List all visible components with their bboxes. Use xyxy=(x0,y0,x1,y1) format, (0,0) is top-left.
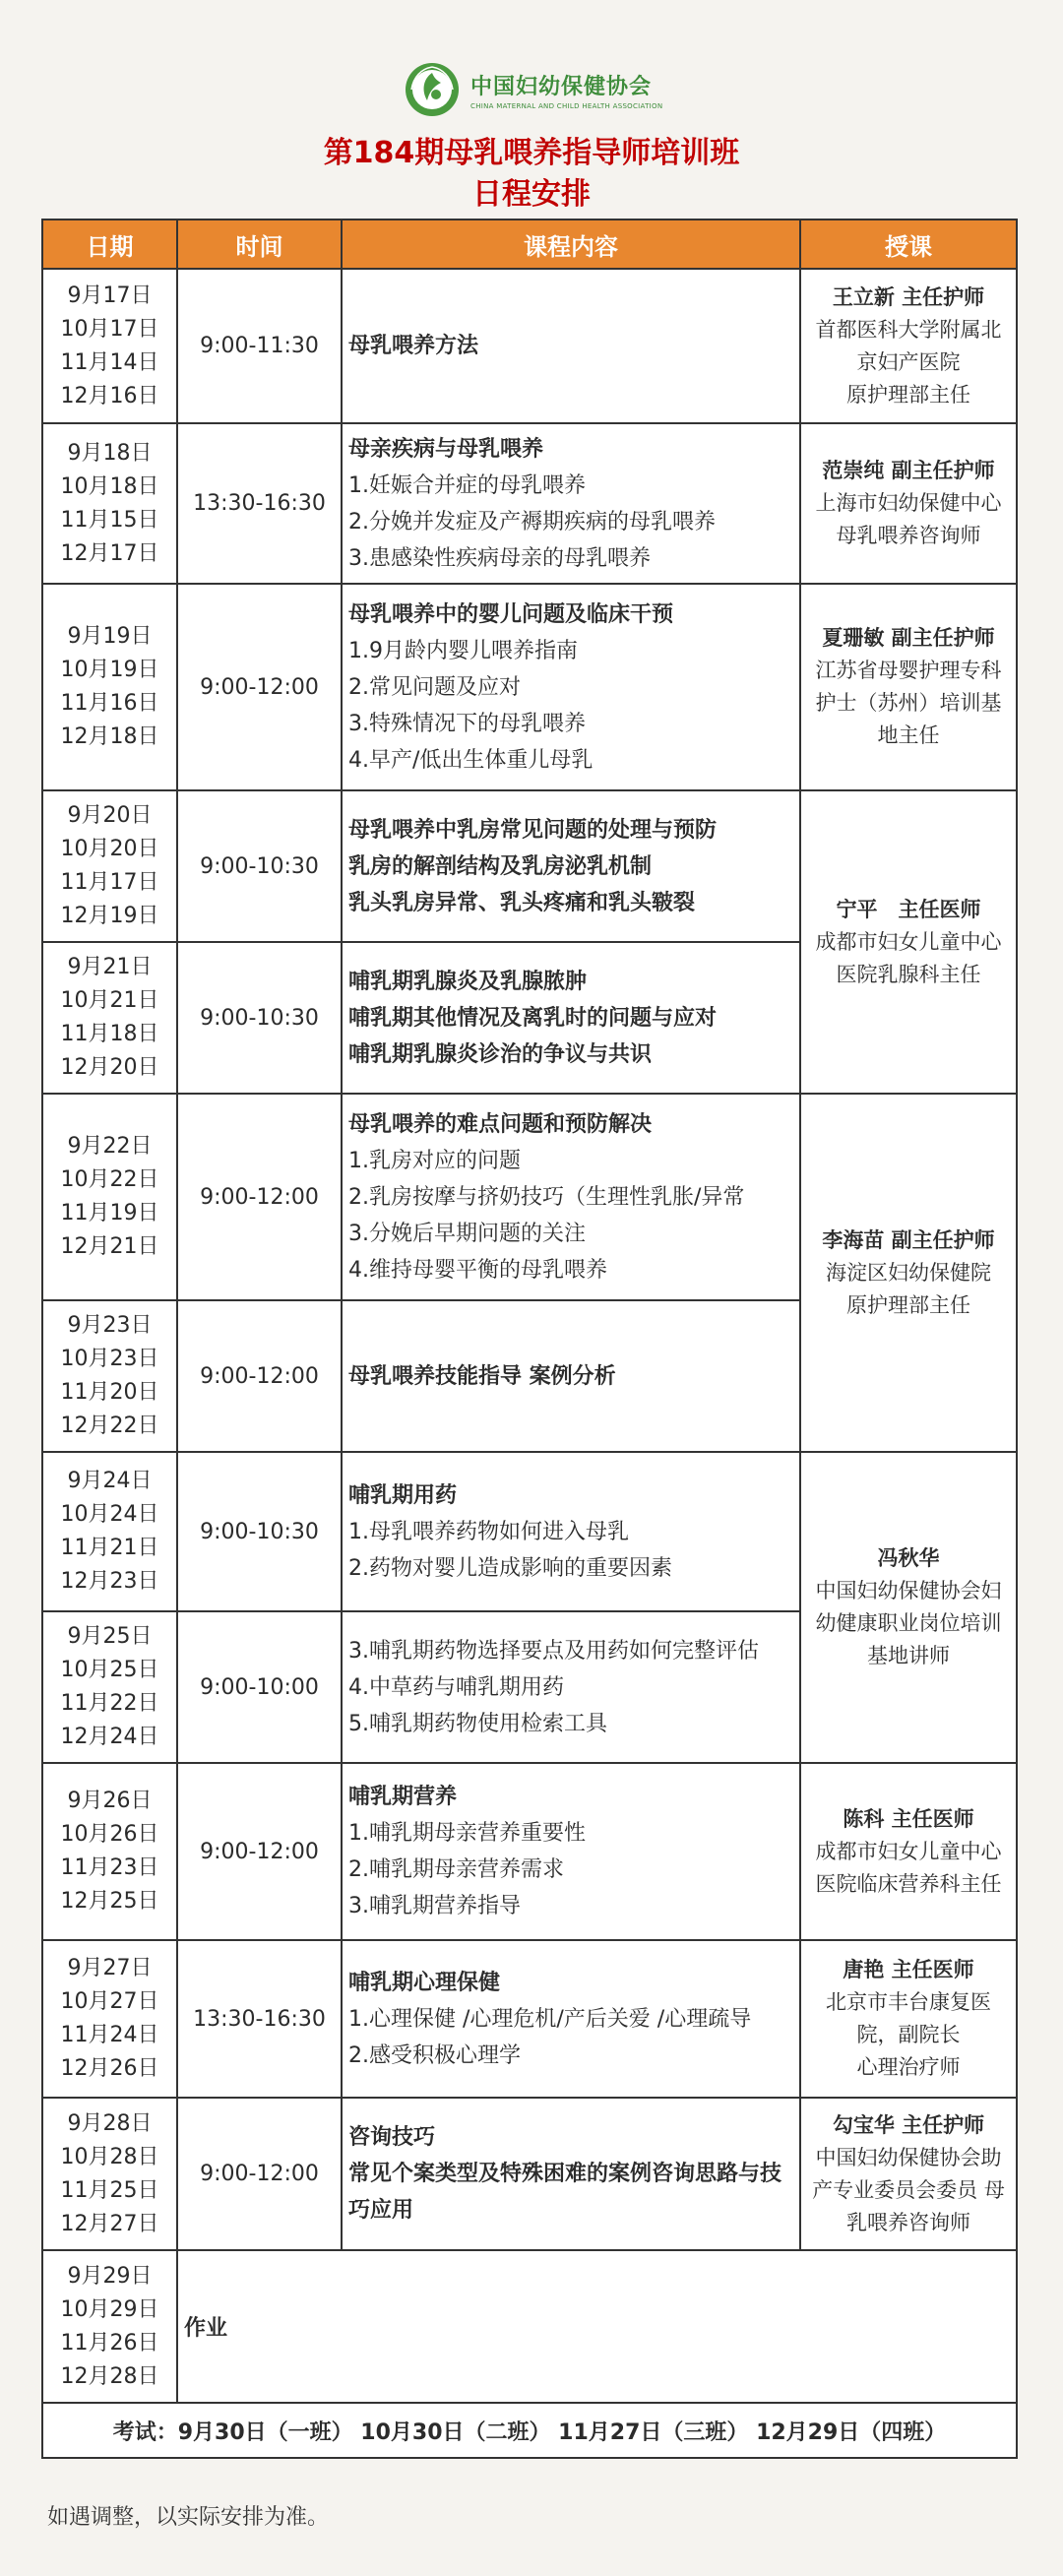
date-text: 9月20日 xyxy=(67,803,153,828)
date-text: 10月26日 xyxy=(60,1822,159,1847)
date-text: 10月19日 xyxy=(60,658,159,682)
homework-label: 作业 xyxy=(177,2250,1017,2403)
date-cell xyxy=(42,1452,177,1611)
content-cell xyxy=(342,1611,800,1763)
date-cell xyxy=(42,942,177,1094)
date-text: 10月17日 xyxy=(60,316,159,342)
teacher-affiliation: 北京市丰台康复医 xyxy=(826,1990,991,2014)
logo xyxy=(404,61,662,118)
teacher-affiliation: 地主任 xyxy=(877,723,940,747)
schedule-table xyxy=(41,219,1018,2459)
course-item: 1.9月龄内婴儿喂养指南 xyxy=(348,638,578,663)
date-text: 12月24日 xyxy=(60,1725,159,1749)
teacher-affiliation: 江苏省母婴护理专科 xyxy=(815,659,1002,682)
table-row xyxy=(42,2098,1017,2250)
date-text: 9月25日 xyxy=(67,1624,153,1649)
date-text: 9月17日 xyxy=(67,283,153,308)
teacher-affiliation: 医院临床营养科主任 xyxy=(815,1871,1002,1896)
teacher-cell xyxy=(800,1452,1017,1763)
time-cell: 9:00-10:30 xyxy=(177,942,342,1094)
teacher-affiliation: 乳喂养咨询师 xyxy=(846,2210,970,2234)
course-topic: 哺乳期心理保健 xyxy=(348,1970,501,1995)
content-cell xyxy=(342,584,800,790)
teacher-cell xyxy=(800,1940,1017,2098)
teacher-name: 冯秋华 xyxy=(877,1546,940,1570)
date-text: 9月26日 xyxy=(67,1789,153,1813)
table-row xyxy=(42,1094,1017,1300)
course-item: 3.患感染性疾病母亲的母乳喂养 xyxy=(348,545,651,571)
date-text: 12月20日 xyxy=(60,1055,159,1080)
header xyxy=(0,0,1063,212)
date-cell xyxy=(42,423,177,584)
header-content: 课程内容 xyxy=(342,220,800,269)
date-text: 9月21日 xyxy=(67,955,153,979)
header-date: 日期 xyxy=(42,220,177,269)
date-text: 11月25日 xyxy=(60,2177,159,2203)
time-cell: 13:30-16:30 xyxy=(177,1940,342,2098)
course-item: 2.乳房按摩与挤奶技巧（生理性乳胀/异常 xyxy=(348,1184,745,1210)
course-topic: 母乳喂养中乳房常见问题的处理与预防 xyxy=(348,817,718,843)
date-text: 10月21日 xyxy=(60,988,159,1013)
course-item: 2.感受积极心理学 xyxy=(348,2042,521,2068)
teacher-affiliation: 基地讲师 xyxy=(867,1644,950,1667)
course-topic: 母乳喂养技能指导 案例分析 xyxy=(348,1363,616,1389)
teacher-affiliation: 产专业委员会委员 母 xyxy=(812,2177,1005,2202)
date-text: 12月18日 xyxy=(60,724,159,749)
date-text: 11月22日 xyxy=(60,1691,159,1716)
date-text: 12月23日 xyxy=(60,1569,159,1594)
date-cell xyxy=(42,584,177,790)
table-row xyxy=(42,269,1017,423)
teacher-cell xyxy=(800,1094,1017,1452)
date-cell xyxy=(42,1094,177,1300)
teacher-name: 勾宝华 主任护师 xyxy=(832,2112,985,2137)
content-cell xyxy=(342,2098,800,2250)
teacher-cell xyxy=(800,269,1017,423)
course-item: 2.药物对婴儿造成影响的重要因素 xyxy=(348,1555,672,1581)
teacher-cell xyxy=(800,790,1017,1094)
time-cell: 9:00-10:30 xyxy=(177,790,342,942)
course-topic: 母乳喂养的难点问题和预防解决 xyxy=(348,1111,653,1137)
date-text: 11月24日 xyxy=(60,2023,159,2047)
time-cell: 9:00-12:00 xyxy=(177,584,342,790)
date-cell xyxy=(42,790,177,942)
course-topic: 母乳喂养方法 xyxy=(348,334,479,358)
date-cell xyxy=(42,2098,177,2250)
association-logo-icon xyxy=(404,61,461,118)
date-text: 12月16日 xyxy=(60,383,159,408)
date-text: 11月26日 xyxy=(60,2330,159,2356)
teacher-name: 宁平 主任医师 xyxy=(836,897,981,921)
teacher-name: 范崇纯 副主任护师 xyxy=(822,459,995,482)
teacher-affiliation: 原护理部主任 xyxy=(846,1292,970,1317)
table-row xyxy=(42,1763,1017,1940)
date-text: 12月26日 xyxy=(60,2056,159,2081)
date-text: 10月23日 xyxy=(60,1347,159,1371)
table-row xyxy=(42,790,1017,942)
time-cell: 9:00-12:00 xyxy=(177,2098,342,2250)
content-cell xyxy=(342,942,800,1094)
time-cell: 13:30-16:30 xyxy=(177,423,342,584)
date-text: 9月18日 xyxy=(67,440,153,466)
course-item: 2.哺乳期母亲营养需求 xyxy=(348,1857,564,1882)
course-topic: 乳头乳房异常、乳头疼痛和乳头皲裂 xyxy=(348,890,696,915)
date-text: 10月22日 xyxy=(60,1167,159,1192)
date-text: 10月18日 xyxy=(60,473,159,499)
teacher-affiliation: 京妇产医院 xyxy=(856,349,961,374)
table-row xyxy=(42,584,1017,790)
teacher-affiliation: 成都市妇女儿童中心 xyxy=(815,1839,1002,1863)
date-text: 12月28日 xyxy=(60,2363,159,2389)
course-item: 3.哺乳期营养指导 xyxy=(348,1894,521,1918)
org-name-en: CHINA MATERNAL AND CHILD HEALTH ASSOCIATION xyxy=(470,101,663,110)
date-text: 11月19日 xyxy=(60,1201,159,1225)
teacher-name: 李海苗 副主任护师 xyxy=(822,1227,995,1252)
date-cell xyxy=(42,2250,177,2403)
content-cell xyxy=(342,1452,800,1611)
course-item: 2.常见问题及应对 xyxy=(348,674,521,700)
content-cell xyxy=(342,1300,800,1452)
teacher-name: 唐艳 主任医师 xyxy=(843,1958,974,1981)
date-text: 12月22日 xyxy=(60,1414,159,1438)
date-text: 12月21日 xyxy=(60,1234,159,1259)
date-cell xyxy=(42,269,177,423)
course-item: 2.分娩并发症及产褥期疾病的母乳喂养 xyxy=(348,509,716,534)
course-item: 3.分娩后早期问题的关注 xyxy=(348,1221,586,1246)
date-text: 10月28日 xyxy=(60,2144,159,2169)
teacher-affiliation: 中国妇幼保健协会妇 xyxy=(815,1579,1002,1602)
date-text: 10月20日 xyxy=(60,837,159,861)
date-text: 10月27日 xyxy=(60,1989,159,2014)
teacher-affiliation: 幼健康职业岗位培训 xyxy=(815,1611,1002,1635)
teacher-affiliation: 上海市妇幼保健中心 xyxy=(815,491,1002,515)
homework-row xyxy=(42,2250,1017,2403)
teacher-cell xyxy=(800,584,1017,790)
course-topic: 哺乳期其他情况及离乳时的问题与应对 xyxy=(348,1005,718,1031)
teacher-affiliation: 护士（苏州）培训基 xyxy=(815,691,1002,715)
content-cell xyxy=(342,1940,800,2098)
content-cell xyxy=(342,790,800,942)
time-cell: 9:00-12:00 xyxy=(177,1300,342,1452)
course-item: 5.哺乳期药物使用检索工具 xyxy=(348,1711,607,1736)
date-cell xyxy=(42,1940,177,2098)
course-topic: 咨询技巧 xyxy=(348,2125,436,2150)
date-text: 10月29日 xyxy=(60,2296,159,2322)
date-text: 9月24日 xyxy=(67,1469,153,1493)
date-text: 9月27日 xyxy=(67,1956,153,1980)
date-text: 12月17日 xyxy=(60,540,159,566)
teacher-cell xyxy=(800,2098,1017,2250)
exam-row xyxy=(42,2403,1017,2458)
course-item: 3.特殊情况下的母乳喂养 xyxy=(348,711,586,736)
date-text: 11月18日 xyxy=(60,1022,159,1046)
course-item: 4.早产/低出生体重儿母乳 xyxy=(348,747,594,773)
course-item: 4.维持母婴平衡的母乳喂养 xyxy=(348,1257,607,1283)
date-text: 12月25日 xyxy=(60,1889,159,1914)
date-cell xyxy=(42,1611,177,1763)
time-cell: 9:00-11:30 xyxy=(177,269,342,423)
date-text: 9月23日 xyxy=(67,1313,153,1338)
course-topic: 哺乳期用药 xyxy=(348,1482,458,1508)
teacher-affiliation: 中国妇幼保健协会助 xyxy=(815,2145,1002,2169)
date-text: 11月14日 xyxy=(60,349,159,375)
content-cell xyxy=(342,1763,800,1940)
org-name-cn: 中国妇幼保健协会 xyxy=(470,74,653,99)
time-cell: 9:00-12:00 xyxy=(177,1763,342,1940)
content-cell xyxy=(342,423,800,584)
teacher-affiliation: 成都市妇女儿童中心 xyxy=(815,929,1002,954)
course-topic: 乳房的解剖结构及乳房泌乳机制 xyxy=(348,853,653,879)
teacher-name: 王立新 主任护师 xyxy=(832,284,985,309)
table-header-row xyxy=(42,220,1017,269)
date-text: 11月21日 xyxy=(60,1536,159,1560)
time-cell: 9:00-10:00 xyxy=(177,1611,342,1763)
date-text: 9月28日 xyxy=(67,2110,153,2136)
header-teacher: 授课 xyxy=(800,220,1017,269)
teacher-affiliation: 医院乳腺科主任 xyxy=(836,962,981,986)
adjustment-note: 如遇调整，以实际安排为准。 xyxy=(47,2505,330,2530)
date-text: 11月15日 xyxy=(60,507,159,533)
date-text: 11月20日 xyxy=(60,1380,159,1405)
date-cell xyxy=(42,1300,177,1452)
course-topic: 哺乳期乳腺炎及乳腺脓肿 xyxy=(348,969,588,994)
content-cell xyxy=(342,269,800,423)
time-cell: 9:00-12:00 xyxy=(177,1094,342,1300)
table-row xyxy=(42,423,1017,584)
date-text: 11月16日 xyxy=(60,691,159,716)
table-row xyxy=(42,1452,1017,1611)
course-topic: 母乳喂养中的婴儿问题及临床干预 xyxy=(348,601,674,627)
exam-schedule: 考试：9月30日（一班） 10月30日（二班） 11月27日（三班） 12月29日（四班） xyxy=(42,2403,1017,2458)
page-title: 第184期母乳喂养指导师培训班 xyxy=(323,136,740,170)
teacher-cell xyxy=(800,1763,1017,1940)
date-text: 11月17日 xyxy=(60,870,159,895)
course-item: 1.心理保健 /心理危机/产后关爱 /心理疏导 xyxy=(348,2006,752,2032)
teacher-name: 陈科 主任医师 xyxy=(843,1806,974,1831)
teacher-cell xyxy=(800,423,1017,584)
header-time: 时间 xyxy=(177,220,342,269)
course-topic: 常见个案类型及特殊困难的案例咨询思路与技巧应用 xyxy=(348,2162,782,2223)
teacher-affiliation: 原护理部主任 xyxy=(846,382,970,407)
teacher-affiliation: 母乳喂养咨询师 xyxy=(836,524,981,547)
teacher-name: 夏珊敏 副主任护师 xyxy=(822,626,995,650)
page-subtitle: 日程安排 xyxy=(472,177,591,212)
date-text: 9月29日 xyxy=(67,2263,153,2289)
content-cell xyxy=(342,1094,800,1300)
table-row xyxy=(42,1940,1017,2098)
course-topic: 哺乳期乳腺炎诊治的争议与共识 xyxy=(348,1041,653,1067)
course-item: 3.哺乳期药物选择要点及用药如何完整评估 xyxy=(348,1638,759,1664)
teacher-affiliation: 海淀区妇幼保健院 xyxy=(826,1260,991,1285)
date-text: 12月19日 xyxy=(60,904,159,928)
course-item: 1.哺乳期母亲营养重要性 xyxy=(348,1821,586,1846)
course-item: 1.乳房对应的问题 xyxy=(348,1148,521,1173)
course-item: 1.妊娠合并症的母乳喂养 xyxy=(348,472,586,498)
date-text: 11月23日 xyxy=(60,1855,159,1880)
course-item: 4.中草药与哺乳期用药 xyxy=(348,1674,564,1700)
teacher-affiliation: 院，副院长 xyxy=(856,2023,961,2046)
teacher-affiliation: 心理治疗师 xyxy=(856,2055,961,2079)
date-cell xyxy=(42,1763,177,1940)
date-text: 9月22日 xyxy=(67,1134,153,1159)
date-text: 9月19日 xyxy=(67,624,153,649)
date-text: 12月27日 xyxy=(60,2211,159,2236)
course-topic: 母亲疾病与母乳喂养 xyxy=(348,436,544,462)
date-text: 10月25日 xyxy=(60,1658,159,1682)
teacher-affiliation: 首都医科大学附属北 xyxy=(815,317,1002,342)
date-text: 10月24日 xyxy=(60,1502,159,1527)
time-cell: 9:00-10:30 xyxy=(177,1452,342,1611)
course-item: 1.母乳喂养药物如何进入母乳 xyxy=(348,1519,629,1544)
course-topic: 哺乳期营养 xyxy=(348,1785,458,1809)
